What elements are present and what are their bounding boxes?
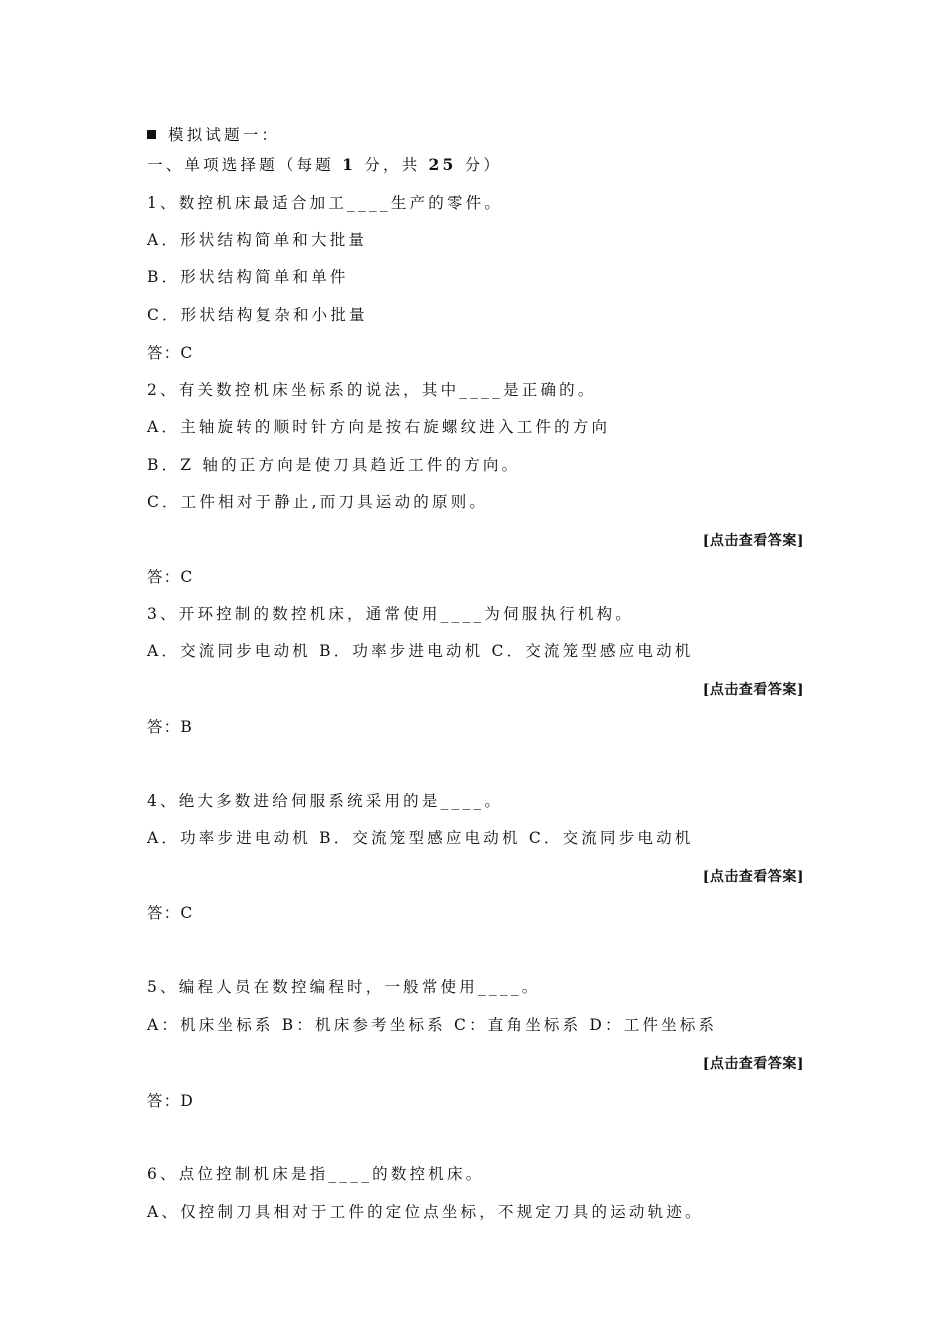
correct-answer: 答：C (147, 568, 194, 586)
answer-option: A：机床坐标系 B：机床参考坐标系 C：直角坐标系 D：工件坐标系 (147, 1016, 718, 1034)
show-answer-link[interactable]: [点击查看答案] (702, 1056, 804, 1072)
question-stem: 4、绝大多数进给伺服系统采用的是____。 (147, 792, 504, 810)
question-stem: 6、点位控制机床是指____的数控机床。 (147, 1165, 485, 1183)
question-stem: 3、开环控制的数控机床，通常使用____为伺服执行机构。 (147, 605, 634, 623)
answer-option: A．交流同步电动机 B．功率步进电动机 C．交流笼型感应电动机 (147, 642, 694, 660)
show-answer-link[interactable]: [点击查看答案] (702, 869, 804, 885)
correct-answer: 答：B (147, 718, 193, 736)
show-answer-link[interactable]: [点击查看答案] (702, 533, 804, 549)
page-title: 模拟试题一： (147, 125, 280, 145)
answer-option: A、仅控制刀具相对于工件的定位点坐标，不规定刀具的运动轨迹。 (147, 1203, 704, 1221)
question-stem: 1、数控机床最适合加工____生产的零件。 (147, 194, 504, 212)
correct-answer: 答：C (147, 904, 194, 922)
correct-answer: 答：D (147, 1092, 195, 1110)
answer-option: B．形状结构简单和单件 (147, 268, 349, 286)
show-answer-link[interactable]: [点击查看答案] (702, 682, 804, 698)
answer-option: A．功率步进电动机 B．交流笼型感应电动机 C．交流同步电动机 (147, 829, 694, 847)
correct-answer: 答：C (147, 344, 194, 362)
answer-option: C．形状结构复杂和小批量 (147, 306, 368, 324)
answer-option: C．工件相对于静止,而刀具运动的原则。 (147, 493, 489, 511)
answer-option: B．Z 轴的正方向是使刀具趋近工件的方向。 (147, 456, 521, 474)
square-bullet-icon (147, 130, 156, 139)
question-stem: 2、有关数控机床坐标系的说法，其中____是正确的。 (147, 381, 597, 399)
answer-option: A．形状结构简单和大批量 (147, 231, 368, 249)
question-stem: 5、编程人员在数控编程时，一般常使用____。 (147, 978, 541, 996)
section-heading: 一、单项选择题（每题 1 分，共 25 分） (147, 155, 503, 174)
answer-option: A．主轴旋转的顺时针方向是按右旋螺纹进入工件的方向 (147, 418, 611, 436)
